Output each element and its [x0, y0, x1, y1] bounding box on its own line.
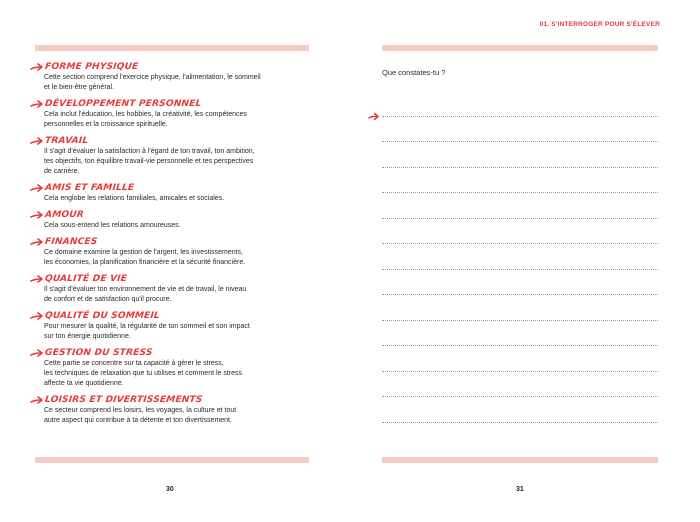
section-body: Il s'agit d'évaluer ton environnement de vie et de travail, le niveau de confort et de satisfaction qu'il procure.: [44, 286, 247, 303]
writing-line[interactable]: [382, 320, 658, 321]
writing-line[interactable]: [382, 167, 658, 168]
arrow-icon: [30, 311, 44, 321]
writing-line[interactable]: [382, 422, 658, 423]
section-title: QUALITÉ DE VIE: [44, 273, 128, 284]
section-qualite-du-sommeil: [30, 309, 320, 342]
arrow-icon: [30, 183, 44, 193]
section-finances: [30, 235, 320, 268]
writing-line[interactable]: [382, 396, 658, 397]
arrow-icon: [30, 395, 44, 405]
section-qualite-de-vie: [30, 272, 320, 305]
top-band: [382, 45, 658, 51]
section-body: Il s'agit d'évaluer la satisfaction à l'égard de ton travail, ton ambition, tes objectifs, ton équilibre travail-vie personnelle et tes perspectives de carrière.: [44, 148, 255, 175]
arrow-icon: [30, 210, 44, 220]
bottom-band: [35, 457, 309, 463]
arrow-icon: [30, 274, 44, 284]
arrow-icon: [30, 62, 44, 72]
question-prompt: Que constates-tu ?: [382, 68, 446, 77]
section-title: AMIS ET FAMILLE: [44, 182, 135, 193]
writing-line[interactable]: [382, 371, 658, 372]
page-number: 30: [166, 486, 174, 493]
page-number: 31: [516, 486, 524, 493]
section-body: Cette section comprend l'exercice physique, l'alimentation, le sommeil et le bien-être général.: [44, 74, 261, 91]
section-body: Ce secteur comprend les loisirs, les voyages, la culture et tout autre aspect qui contribue à ta détente et ton divertissement.: [44, 407, 237, 424]
writing-line[interactable]: [382, 294, 658, 295]
section-body: Ce domaine examine la gestion de l'argent, les investissements, les économies, la planification financière et la sécurité financière.: [44, 249, 246, 266]
writing-line[interactable]: [382, 141, 658, 142]
writing-line[interactable]: [382, 269, 658, 270]
arrow-icon: [30, 348, 44, 358]
top-band: [35, 45, 309, 51]
arrow-icon: [30, 99, 44, 109]
running-head: 01. S'INTERROGER POUR S'ÉLEVER: [539, 21, 660, 28]
writing-line[interactable]: [382, 345, 658, 346]
arrow-icon: [30, 237, 44, 247]
section-body: Cela sous-entend les relations amoureuses.: [44, 222, 181, 229]
writing-line[interactable]: [382, 218, 658, 219]
section-amis-et-famille: [30, 181, 320, 204]
section-title: GESTION DU STRESS: [44, 347, 154, 358]
section-title: AMOUR: [44, 209, 85, 220]
writing-line[interactable]: [382, 116, 658, 117]
section-title: TRAVAIL: [44, 135, 89, 146]
bottom-band: [382, 457, 658, 463]
section-travail: [30, 134, 320, 177]
section-body: Cela englobe les relations familiales, amicales et sociales.: [44, 195, 225, 202]
section-title: LOISIRS ET DIVERTISSEMENTS: [44, 394, 203, 405]
section-title: FORME PHYSIQUE: [44, 61, 139, 72]
section-body: Cette partie se concentre sur ta capacité à gérer le stress, les techniques de relaxation que tu utilises et comment le stress affecte ta vie quotidienne.: [44, 360, 243, 387]
section-gestion-du-stress: [30, 346, 320, 389]
writing-line[interactable]: [382, 192, 658, 193]
section-amour: [30, 208, 320, 231]
section-body: Pour mesurer la qualité, la régularité de ton sommeil et son impact sur ton énergie quotidienne.: [44, 323, 250, 340]
sections-list: [30, 60, 320, 430]
section-body: Cela inclut l'éducation, les hobbies, la créativité, les compétences personnelles et la croissance spirituelle.: [44, 111, 247, 128]
writing-line[interactable]: [382, 243, 658, 244]
section-developpement-personnel: [30, 97, 320, 130]
section-title: DÉVELOPPEMENT PERSONNEL: [44, 98, 202, 109]
section-loisirs: [30, 393, 320, 426]
arrow-icon: [30, 136, 44, 146]
section-title: FINANCES: [44, 236, 98, 247]
section-title: QUALITÉ DU SOMMEIL: [44, 310, 161, 321]
right-page: [350, 0, 700, 522]
section-forme-physique: [30, 60, 320, 93]
arrow-icon: [368, 112, 380, 121]
